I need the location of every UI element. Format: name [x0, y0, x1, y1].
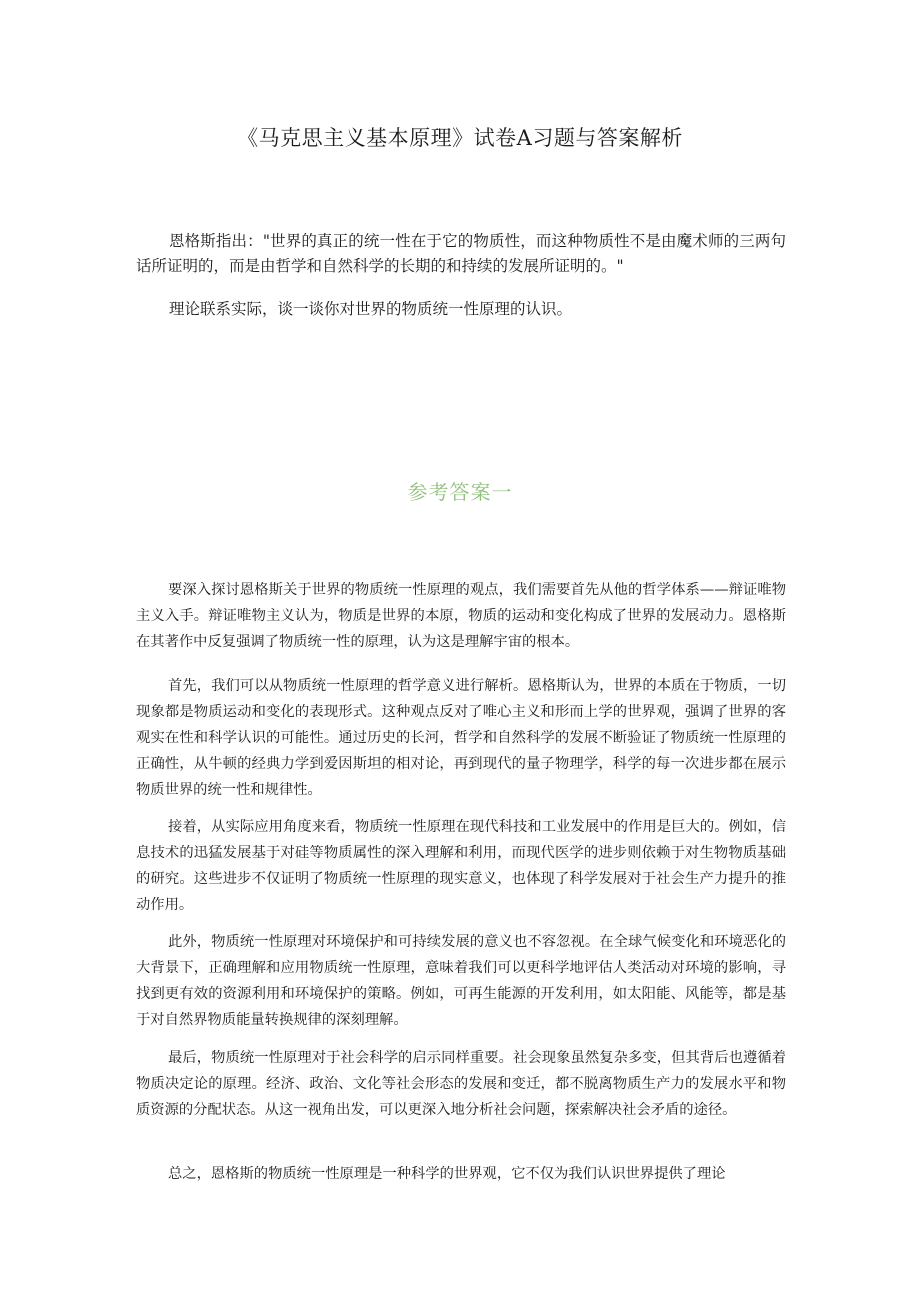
document-title: 《马克思主义基本原理》试卷A习题与答案解析 — [237, 126, 683, 150]
answer-paragraph-1: 要深入探讨恩格斯关于世界的物质统一性原理的观点，我们需要首先从他的哲学体系——辩证唯物主义入手。辩证唯物主义认为，物质是世界的本原，物质的运动和变化构成了世界的发展动力。恩格斯在其著作中反复强调了物质统一性的原理，认为这是理解宇宙的根本。 — [136, 582, 786, 650]
answer-paragraph-5: 最后，物质统一性原理对于社会科学的启示同样重要。社会现象虽然复杂多变，但其背后也遵循着物质决定论的原理。经济、政治、文化等社会形态的发展和变迁，都不脱离物质生产力的发展水平和物质资源的分配状态。从这一视角出发，可以更深入地分析社会问题，探索解决社会矛盾的途径。 — [136, 1050, 786, 1118]
answer-paragraph-4: 此外，物质统一性原理对环境保护和可持续发展的意义也不容忽视。在全球气候变化和环境恶化的大背景下，正确理解和应用物质统一性原理，意味着我们可以更科学地评估人类活动对环境的影响，寻找到更有效的资源利用和环境保护的策略。例如，可再生能源的开发利用，如太阳能、风能等，都是基于对自然界物质能量转换规律的深刻理解。 — [136, 934, 786, 1028]
answer-heading: 参考答案一 — [407, 480, 513, 504]
answer-paragraph-3: 接着，从实际应用角度来看，物质统一性原理在现代科技和工业发展中的作用是巨大的。例如，信息技术的迅猛发展基于对硅等物质属性的深入理解和利用，而现代医学的进步则依赖于对生物物质基础的研究。这些进步不仅证明了物质统一性原理的现实意义，也体现了科学发展对于社会生产力提升的推动作用。 — [136, 819, 786, 913]
answer-paragraph-2: 首先，我们可以从物质统一性原理的哲学意义进行解析。恩格斯认为，世界的本质在于物质，一切现象都是物质运动和变化的表现形式。这种观点反对了唯心主义和形而上学的世界观，强调了世界的客观实在性和科学认识的可能性。通过历史的长河，哲学和自然科学的发展不断验证了物质统一性原理的正确性，从牛顿的经典力学到爱因斯坦的相对论，再到现代的量子物理学，科学的每一次进步都在展示物质世界的统一性和规律性。 — [136, 678, 786, 798]
question-quote: 恩格斯指出："世界的真正的统一性在于它的物质性，而这种物质性不是由魔术师的三两句话所证明的，而是由哲学和自然科学的长期的和持续的发展所证明的。" — [136, 232, 786, 275]
question-prompt: 理论联系实际，谈一谈你对世界的物质统一性原理的认识。 — [169, 300, 573, 318]
answer-paragraph-6: 总之，恩格斯的物质统一性原理是一种科学的世界观，它不仅为我们认识世界提供了理论 — [168, 1166, 726, 1182]
